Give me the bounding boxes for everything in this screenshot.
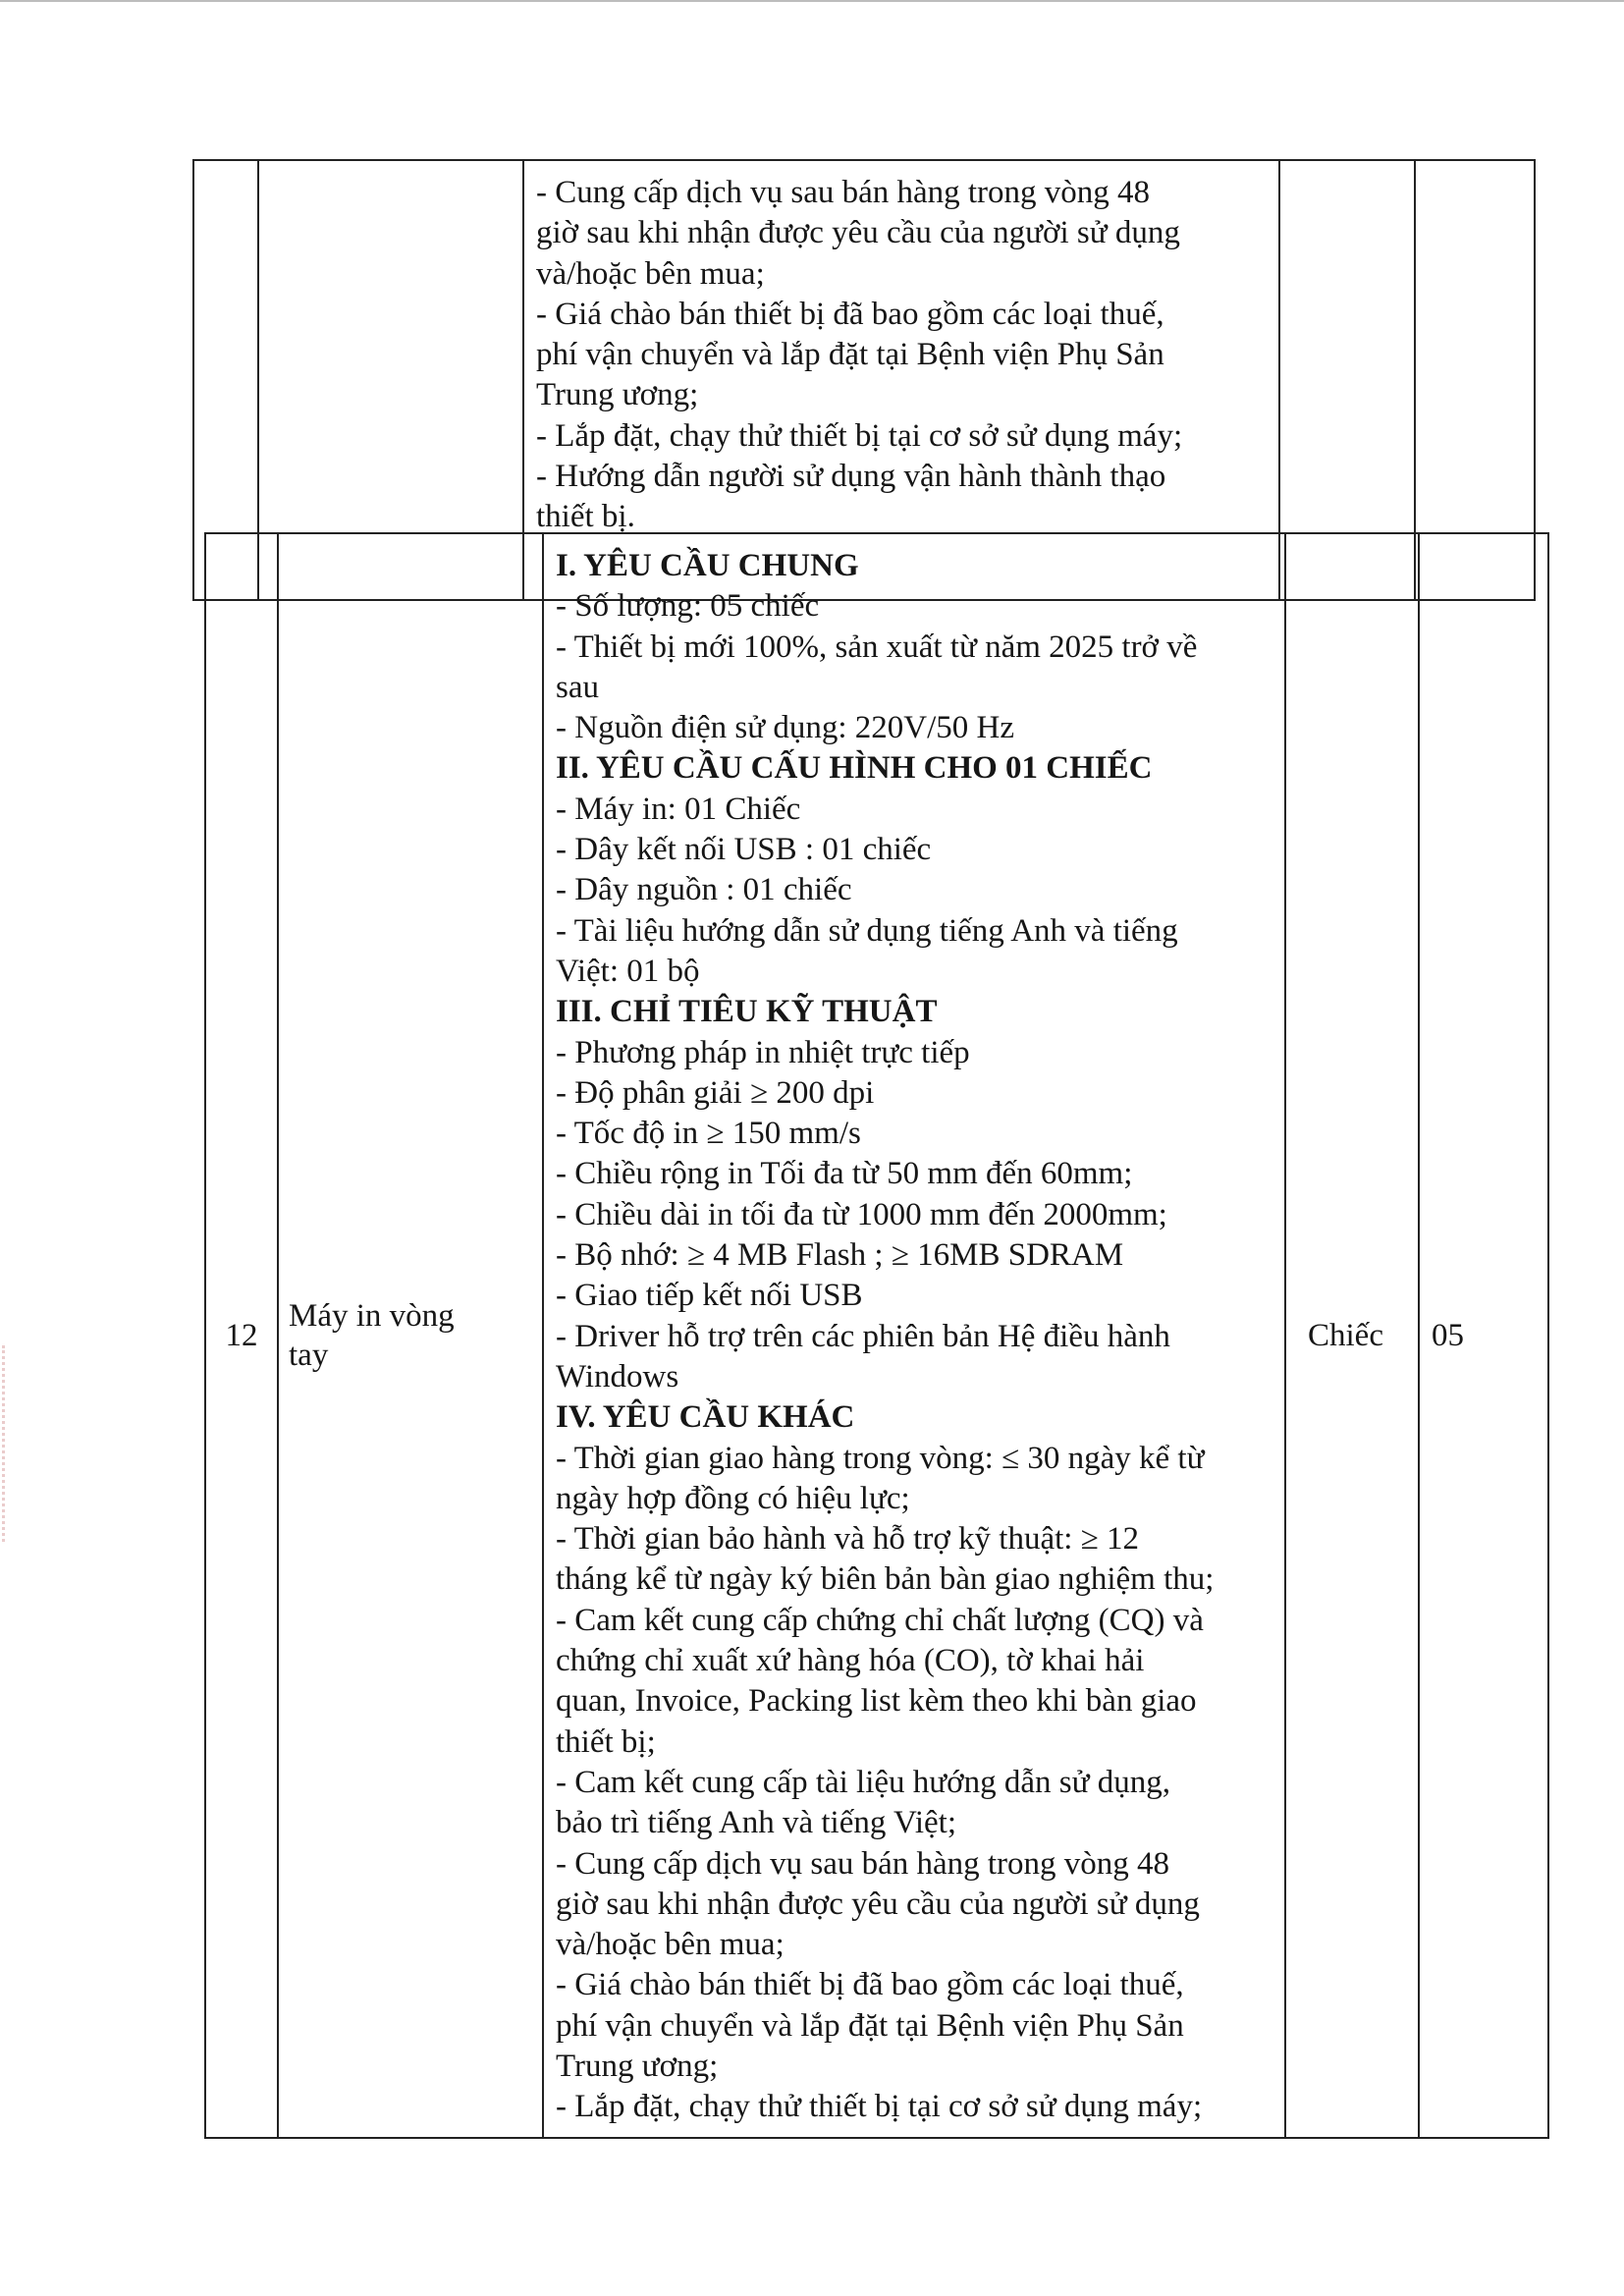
description-line: chứng chỉ xuất xứ hàng hóa (CO), tờ khai hải bbox=[556, 1643, 1145, 1679]
description-line: Việt: 01 bộ bbox=[556, 953, 700, 989]
description-line: bảo trì tiếng Anh và tiếng Việt; bbox=[556, 1805, 957, 1841]
description-line: sau bbox=[556, 669, 599, 705]
section-heading: I. YÊU CẦU CHUNG bbox=[556, 548, 859, 583]
description-line: - Cung cấp dịch vụ sau bán hàng trong vòng 48 bbox=[556, 1845, 1170, 1882]
description-line: - Cam kết cung cấp tài liệu hướng dẫn sử dụng, bbox=[556, 1764, 1171, 1800]
description-line: phí vận chuyển và lắp đặt tại Bệnh viện Phụ Sản bbox=[556, 2007, 1184, 2044]
description-line: - Tài liệu hướng dẫn sử dụng tiếng Anh và tiếng bbox=[556, 912, 1178, 949]
unit-value: Chiếc bbox=[1308, 1318, 1383, 1353]
description-line: - Giá chào bán thiết bị đã bao gồm các loại thuế, bbox=[536, 296, 1164, 332]
description-line: - Chiều rộng in Tối đa từ 50 mm đến 60mm; bbox=[556, 1156, 1133, 1192]
description-line: Windows bbox=[556, 1358, 679, 1394]
description-line: và/hoặc bên mua; bbox=[536, 255, 765, 292]
description-line: - Nguồn điện sử dụng: 220V/50 Hz bbox=[556, 710, 1015, 746]
description-line: quan, Invoice, Packing list kèm theo khi bàn giao bbox=[556, 1683, 1197, 1720]
description-line: - Thời gian giao hàng trong vòng: ≤ 30 ngày kể từ bbox=[556, 1440, 1205, 1476]
description-line: giờ sau khi nhận được yêu cầu của người sử dụng bbox=[556, 1886, 1200, 1922]
description-line: giờ sau khi nhận được yêu cầu của người sử dụng bbox=[536, 215, 1180, 251]
product-name-line: Máy in vòng bbox=[289, 1298, 455, 1334]
description-line: - Giao tiếp kết nối USB bbox=[556, 1278, 863, 1314]
product-name-line: tay bbox=[289, 1338, 329, 1373]
scan-top-edge bbox=[0, 0, 1624, 2]
description-line: Trung ương; bbox=[536, 377, 699, 413]
description-cell bbox=[543, 533, 1285, 2138]
quantity-cell bbox=[1419, 533, 1548, 2138]
unit-cell bbox=[1285, 533, 1419, 2138]
description-line: - Độ phân giải ≥ 200 dpi bbox=[556, 1074, 875, 1111]
quantity-value: 05 bbox=[1432, 1318, 1464, 1353]
description-line: - Dây nguồn : 01 chiếc bbox=[556, 872, 852, 908]
table-row bbox=[205, 533, 1548, 2138]
description-line: tháng kể từ ngày ký biên bản bàn giao nghiệm thu; bbox=[556, 1561, 1215, 1598]
description-line: - Phương pháp in nhiệt trực tiếp bbox=[556, 1034, 970, 1070]
description-line: - Bộ nhớ: ≥ 4 MB Flash ; ≥ 16MB SDRAM bbox=[556, 1237, 1124, 1274]
description-line: Trung ương; bbox=[556, 2048, 719, 2084]
description-line: - Driver hỗ trợ trên các phiên bản Hệ điều hành bbox=[556, 1318, 1170, 1354]
section-heading: III. CHỈ TIÊU KỸ THUẬT bbox=[556, 994, 938, 1030]
name-cell bbox=[278, 533, 543, 2138]
spec-table-row-12 bbox=[204, 532, 1549, 2139]
description-line: - Lắp đặt, chạy thử thiết bị tại cơ sở sử dụng máy; bbox=[536, 417, 1183, 454]
stt-cell bbox=[205, 533, 278, 2138]
row-number: 12 bbox=[225, 1318, 258, 1353]
description-line: - Hướng dẫn người sử dụng vận hành thành thạo bbox=[536, 459, 1166, 495]
scan-margin-mark bbox=[2, 1345, 27, 1542]
description-line: ngày hợp đồng có hiệu lực; bbox=[556, 1480, 910, 1516]
description-line: - Chiều dài in tối đa từ 1000 mm đến 2000mm; bbox=[556, 1196, 1167, 1232]
description-line: - Cam kết cung cấp chứng chỉ chất lượng (CQ) và bbox=[556, 1602, 1204, 1638]
description-line: thiết bị; bbox=[556, 1723, 656, 1760]
description-line: - Cung cấp dịch vụ sau bán hàng trong vòng 48 bbox=[536, 175, 1151, 210]
description-line: - Máy in: 01 Chiếc bbox=[556, 791, 801, 827]
description-line: - Giá chào bán thiết bị đã bao gồm các loại thuế, bbox=[556, 1967, 1184, 2003]
description-line: và/hoặc bên mua; bbox=[556, 1927, 785, 1963]
section-heading: II. YÊU CẦU CẤU HÌNH CHO 01 CHIẾC bbox=[556, 750, 1153, 787]
description-line: - Thiết bị mới 100%, sản xuất từ năm 2025 trở về bbox=[556, 629, 1198, 665]
description-line: phí vận chuyển và lắp đặt tại Bệnh viện Phụ Sản bbox=[536, 337, 1164, 373]
description-line: - Thời gian bảo hành và hỗ trợ kỹ thuật: ≥ 12 bbox=[556, 1521, 1140, 1558]
description-line: - Tốc độ in ≥ 150 mm/s bbox=[556, 1116, 861, 1152]
description-line: - Lắp đặt, chạy thử thiết bị tại cơ sở sử dụng máy; bbox=[556, 2089, 1203, 2125]
description-line: - Số lượng: 05 chiếc bbox=[556, 588, 820, 625]
description-line: thiết bị. bbox=[536, 499, 635, 535]
section-heading: IV. YÊU CẦU KHÁC bbox=[556, 1399, 855, 1436]
description-line: - Dây kết nối USB : 01 chiếc bbox=[556, 832, 932, 868]
